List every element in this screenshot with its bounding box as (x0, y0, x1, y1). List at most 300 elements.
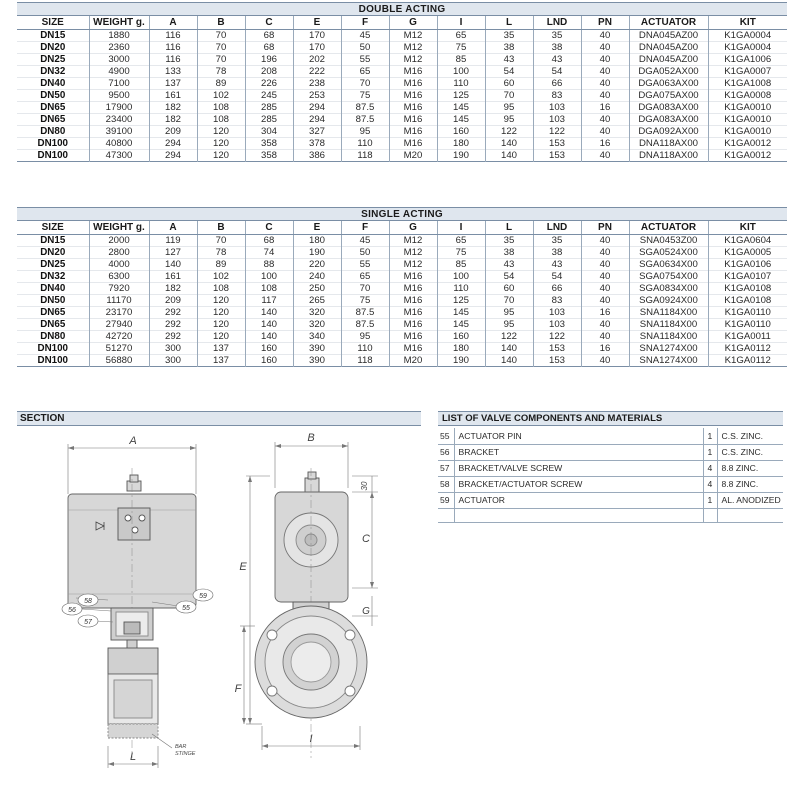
single-acting-cell: 2000 (89, 235, 149, 247)
double-acting-cell: 180 (437, 138, 485, 150)
single-acting-cell: 120 (197, 331, 245, 343)
component-cell (438, 508, 454, 522)
double-acting-column-header: KIT (708, 16, 787, 30)
single-acting-column-header: F (341, 221, 389, 235)
single-acting-cell: 75 (341, 295, 389, 307)
double-acting-cell: 68 (245, 30, 293, 42)
single-acting-row (17, 271, 787, 283)
single-acting-cell: 137 (197, 355, 245, 367)
single-acting-cell: 160 (245, 343, 293, 355)
single-acting-cell: 140 (245, 331, 293, 343)
single-acting-cell: 160 (245, 355, 293, 367)
double-acting-cell: 116 (149, 30, 197, 42)
single-acting-cell: 390 (293, 355, 341, 367)
single-acting-cell: 182 (149, 283, 197, 295)
single-acting-cell: K1GA0108 (708, 295, 787, 307)
single-acting-cell: 38 (533, 247, 581, 259)
double-acting-cell: 7100 (89, 78, 149, 90)
single-acting-cell: K1GA0112 (708, 343, 787, 355)
single-acting-cell: SNA1184X00 (629, 307, 708, 319)
component-cell: 4 (703, 476, 717, 492)
single-acting-cell: 250 (293, 283, 341, 295)
double-acting-cell: 145 (437, 102, 485, 114)
single-acting-cell: 89 (197, 259, 245, 271)
single-acting-cell: M16 (389, 283, 437, 295)
double-acting-cell: 40 (581, 126, 629, 138)
double-acting-cell: 89 (197, 78, 245, 90)
single-acting-cell: 125 (437, 295, 485, 307)
single-acting-cell: DN32 (40, 271, 66, 282)
double-acting-cell: 202 (293, 54, 341, 66)
single-acting-cell: 54 (533, 271, 581, 283)
single-acting-cell: M16 (389, 295, 437, 307)
single-acting-cell: 140 (245, 307, 293, 319)
single-acting-cell: SGA0834X00 (629, 283, 708, 295)
double-acting-body (17, 30, 787, 162)
single-acting-cell: 74 (245, 247, 293, 259)
double-acting-cell: 39100 (89, 126, 149, 138)
double-acting-row (17, 66, 787, 78)
single-acting-cell: 70 (197, 235, 245, 247)
single-acting-cell: 117 (245, 295, 293, 307)
double-acting-cell: DN65 (40, 102, 66, 113)
double-acting-cell: 108 (197, 114, 245, 126)
double-acting-cell: M16 (389, 126, 437, 138)
double-acting-cell: 66 (533, 78, 581, 90)
double-acting-cell: M16 (389, 90, 437, 102)
single-acting-column-header: LND (533, 221, 581, 235)
double-acting-cell: 253 (293, 90, 341, 102)
single-acting-cell: K1GA0005 (708, 247, 787, 259)
callout-55: 55 (182, 605, 190, 612)
double-acting-cell: K1GA0008 (708, 90, 787, 102)
double-acting-cell: 35 (533, 30, 581, 42)
double-acting-table (17, 2, 787, 162)
single-acting-cell: 390 (293, 343, 341, 355)
double-acting-cell: 16 (581, 102, 629, 114)
double-acting-cell: 238 (293, 78, 341, 90)
double-acting-cell: M12 (389, 42, 437, 54)
double-acting-cell: M16 (389, 78, 437, 90)
callout-59: 59 (199, 593, 207, 600)
double-acting-cell: 87.5 (341, 102, 389, 114)
single-acting-row (17, 283, 787, 295)
double-acting-cell: M16 (389, 66, 437, 78)
component-cell: 1 (703, 428, 717, 444)
single-acting-column-header: B (197, 221, 245, 235)
double-acting-cell: 245 (245, 90, 293, 102)
dim-e-label: E (239, 561, 247, 573)
double-acting-cell: 50 (341, 42, 389, 54)
single-acting-cell: SGA0924X00 (629, 295, 708, 307)
single-acting-cell: 145 (437, 307, 485, 319)
component-cell: 8.8 ZINC. (717, 460, 783, 476)
single-acting-cell: 118 (341, 355, 389, 367)
dim-f-label: F (234, 683, 242, 695)
double-acting-cell: DNA045AZ00 (629, 42, 708, 54)
double-acting-cell: DNA118AX00 (629, 150, 708, 162)
front-view (62, 435, 213, 768)
single-acting-row (17, 355, 787, 367)
component-cell: 58 (438, 476, 454, 492)
dim-a-label: A (129, 435, 137, 447)
double-acting-cell: 95 (341, 126, 389, 138)
double-acting-cell: 386 (293, 150, 341, 162)
single-acting-row (17, 319, 787, 331)
double-acting-cell: DGA092AX00 (629, 126, 708, 138)
double-acting-row (17, 54, 787, 66)
double-acting-cell: K1GA0012 (708, 138, 787, 150)
callout-56: 56 (68, 607, 76, 614)
double-acting-cell: 170 (293, 42, 341, 54)
double-acting-cell: 182 (149, 114, 197, 126)
single-acting-cell: SNA1274X00 (629, 355, 708, 367)
double-acting-cell: 118 (341, 150, 389, 162)
single-acting-cell: 180 (437, 343, 485, 355)
component-cell: 57 (438, 460, 454, 476)
double-acting-cell: 43 (533, 54, 581, 66)
single-acting-cell: 190 (293, 247, 341, 259)
single-acting-cell: 40 (581, 271, 629, 283)
double-acting-cell: 285 (245, 114, 293, 126)
double-acting-cell: 1880 (89, 30, 149, 42)
double-acting-cell: 358 (245, 138, 293, 150)
double-acting-cell: 95 (485, 102, 533, 114)
double-acting-cell: 153 (533, 138, 581, 150)
dim-i-label: I (309, 733, 313, 745)
single-acting-cell: 78 (197, 247, 245, 259)
double-acting-cell: 209 (149, 126, 197, 138)
double-acting-cell: 40 (581, 90, 629, 102)
component-cell: 56 (438, 444, 454, 460)
double-acting-column-header: WEIGHT g. (89, 16, 149, 30)
single-acting-cell: DN50 (40, 295, 66, 306)
double-acting-cell: 103 (533, 114, 581, 126)
single-acting-cell: 102 (197, 271, 245, 283)
single-acting-cell: 4000 (89, 259, 149, 271)
single-acting-cell: 265 (293, 295, 341, 307)
double-acting-column-header: I (437, 16, 485, 30)
double-acting-cell: 40 (581, 30, 629, 42)
single-acting-column-header: G (389, 221, 437, 235)
single-acting-cell: DN20 (40, 247, 66, 258)
double-acting-cell: 190 (437, 150, 485, 162)
double-acting-cell: DN32 (40, 66, 66, 77)
double-acting-cell: 16 (581, 138, 629, 150)
single-acting-cell: DN15 (40, 235, 66, 246)
single-acting-cell: M16 (389, 271, 437, 283)
dim-l-label: L (129, 751, 137, 763)
single-acting-cell: 40 (581, 259, 629, 271)
single-acting-cell: DN100 (37, 343, 68, 354)
component-row (438, 460, 783, 476)
section-drawing (0, 428, 440, 800)
single-acting-cell: 100 (245, 271, 293, 283)
double-acting-cell: 120 (197, 150, 245, 162)
double-acting-cell: 70 (197, 42, 245, 54)
double-acting-row (17, 150, 787, 162)
single-acting-cell: M20 (389, 355, 437, 367)
single-acting-cell: 300 (149, 355, 197, 367)
single-acting-column-header: C (245, 221, 293, 235)
component-cell (717, 508, 783, 522)
single-acting-cell: 103 (533, 319, 581, 331)
single-acting-cell: 110 (437, 283, 485, 295)
single-acting-cell: 120 (197, 319, 245, 331)
double-acting-cell: 196 (245, 54, 293, 66)
double-acting-cell: DN40 (40, 78, 66, 89)
single-acting-cell: 38 (485, 247, 533, 259)
single-acting-cell: 180 (293, 235, 341, 247)
single-acting-cell: SNA1184X00 (629, 319, 708, 331)
double-acting-cell: 182 (149, 102, 197, 114)
single-acting-cell: 40 (581, 235, 629, 247)
single-acting-cell: K1GA0110 (708, 307, 787, 319)
double-acting-column-header: F (341, 16, 389, 30)
single-acting-cell: 35 (485, 235, 533, 247)
single-acting-cell: 140 (485, 343, 533, 355)
double-acting-cell: 137 (149, 78, 197, 90)
double-acting-cell: M16 (389, 114, 437, 126)
single-acting-cell: 35 (533, 235, 581, 247)
single-acting-cell: K1GA0106 (708, 259, 787, 271)
double-acting-cell: 108 (197, 102, 245, 114)
double-acting-cell: 70 (341, 78, 389, 90)
components-body (438, 428, 783, 522)
double-acting-cell: 116 (149, 42, 197, 54)
double-acting-cell: 70 (197, 30, 245, 42)
double-acting-row (17, 78, 787, 90)
double-acting-cell: 160 (437, 126, 485, 138)
component-row (438, 444, 783, 460)
single-acting-cell: 40 (581, 331, 629, 343)
double-acting-cell: DGA052AX00 (629, 66, 708, 78)
single-acting-table (17, 207, 787, 367)
double-acting-cell: DGA075AX00 (629, 90, 708, 102)
double-acting-cell: 43 (485, 54, 533, 66)
single-acting-row (17, 259, 787, 271)
double-acting-cell: 45 (341, 30, 389, 42)
single-acting-cell: 320 (293, 307, 341, 319)
component-cell: 4 (703, 460, 717, 476)
single-acting-column-header: KIT (708, 221, 787, 235)
double-acting-cell: DN15 (40, 30, 66, 41)
single-acting-cell: 292 (149, 307, 197, 319)
double-acting-cell: 226 (245, 78, 293, 90)
double-acting-cell: DNA045AZ00 (629, 30, 708, 42)
single-acting-cell: 95 (485, 319, 533, 331)
single-acting-column-header: E (293, 221, 341, 235)
double-acting-column-header: B (197, 16, 245, 30)
component-cell: 8.8 ZINC. (717, 476, 783, 492)
double-acting-cell: DN50 (40, 90, 66, 101)
double-acting-cell: 78 (197, 66, 245, 78)
single-acting-row (17, 331, 787, 343)
double-acting-cell: M16 (389, 102, 437, 114)
dim-c-label: C (362, 533, 370, 545)
single-acting-cell: 140 (245, 319, 293, 331)
single-acting-cell: K1GA0107 (708, 271, 787, 283)
double-acting-cell: 161 (149, 90, 197, 102)
double-acting-cell: 122 (485, 126, 533, 138)
double-acting-cell: K1GA1006 (708, 54, 787, 66)
single-acting-cell: 40 (581, 319, 629, 331)
double-acting-cell: 208 (245, 66, 293, 78)
single-acting-column-header: ACTUATOR (629, 221, 708, 235)
double-acting-cell: 145 (437, 114, 485, 126)
double-acting-cell: K1GA0007 (708, 66, 787, 78)
single-acting-cell: 209 (149, 295, 197, 307)
single-acting-cell: DN100 (37, 355, 68, 366)
component-cell: BRACKET/VALVE SCREW (454, 460, 703, 476)
single-acting-cell: 51270 (89, 343, 149, 355)
single-acting-row (17, 343, 787, 355)
single-acting-cell: 42720 (89, 331, 149, 343)
single-acting-cell: 108 (245, 283, 293, 295)
double-acting-cell: 9500 (89, 90, 149, 102)
single-acting-cell: SGA0634X00 (629, 259, 708, 271)
double-acting-cell: 153 (533, 150, 581, 162)
single-acting-cell: 88 (245, 259, 293, 271)
double-acting-cell: 140 (485, 138, 533, 150)
double-acting-cell: 55 (341, 54, 389, 66)
component-cell (454, 508, 703, 522)
double-acting-cell: 40 (581, 78, 629, 90)
single-acting-cell: 83 (533, 295, 581, 307)
single-acting-cell: M16 (389, 307, 437, 319)
single-acting-cell: SNA1274X00 (629, 343, 708, 355)
double-acting-cell: 75 (437, 42, 485, 54)
double-acting-cell: K1GA1008 (708, 78, 787, 90)
single-acting-cell: 137 (197, 343, 245, 355)
single-acting-cell: 66 (533, 283, 581, 295)
double-acting-title: DOUBLE ACTING (17, 3, 787, 16)
component-cell: ACTUATOR (454, 492, 703, 508)
double-acting-cell: 60 (485, 78, 533, 90)
component-cell: ACTUATOR PIN (454, 428, 703, 444)
single-acting-cell: K1GA0108 (708, 283, 787, 295)
section-title: SECTION (17, 411, 421, 426)
component-row (438, 428, 783, 444)
double-acting-cell: DNA118AX00 (629, 138, 708, 150)
double-acting-cell: K1GA0012 (708, 150, 787, 162)
double-acting-cell: 38 (533, 42, 581, 54)
double-acting-cell: 75 (341, 90, 389, 102)
single-acting-cell: 140 (149, 259, 197, 271)
single-acting-row (17, 307, 787, 319)
single-acting-title: SINGLE ACTING (17, 208, 787, 221)
single-acting-cell: M16 (389, 319, 437, 331)
double-acting-cell: 358 (245, 150, 293, 162)
single-acting-cell: 2800 (89, 247, 149, 259)
single-acting-cell: K1GA0112 (708, 355, 787, 367)
stinge-label: STINGE (175, 751, 196, 757)
double-acting-cell: 83 (533, 90, 581, 102)
double-acting-cell: 70 (485, 90, 533, 102)
single-acting-cell: 11170 (89, 295, 149, 307)
component-row (438, 492, 783, 508)
single-acting-cell: 27940 (89, 319, 149, 331)
single-acting-column-header: L (485, 221, 533, 235)
double-acting-cell: DGA083AX00 (629, 114, 708, 126)
double-acting-row (17, 126, 787, 138)
double-acting-cell: 100 (437, 66, 485, 78)
single-acting-cell: 40 (581, 283, 629, 295)
double-acting-cell: K1GA0004 (708, 42, 787, 54)
double-acting-cell: 103 (533, 102, 581, 114)
double-acting-cell: 54 (533, 66, 581, 78)
single-acting-cell: 100 (437, 271, 485, 283)
single-acting-cell: 40 (581, 295, 629, 307)
double-acting-column-header: LND (533, 16, 581, 30)
double-acting-column-header: E (293, 16, 341, 30)
single-acting-cell: 65 (437, 235, 485, 247)
double-acting-cell: 54 (485, 66, 533, 78)
single-acting-cell: 56880 (89, 355, 149, 367)
single-acting-cell: 70 (485, 295, 533, 307)
single-acting-cell: 23170 (89, 307, 149, 319)
single-acting-cell: 161 (149, 271, 197, 283)
single-acting-cell: 220 (293, 259, 341, 271)
double-acting-cell: 304 (245, 126, 293, 138)
double-acting-cell: DGA063AX00 (629, 78, 708, 90)
double-acting-cell: 40800 (89, 138, 149, 150)
single-acting-cell: 110 (341, 343, 389, 355)
double-acting-cell: 294 (293, 102, 341, 114)
single-acting-cell: 70 (341, 283, 389, 295)
double-acting-cell: DN80 (40, 126, 66, 137)
double-acting-cell: 133 (149, 66, 197, 78)
single-acting-cell: M12 (389, 259, 437, 271)
double-acting-cell: 2360 (89, 42, 149, 54)
double-acting-cell: 95 (485, 114, 533, 126)
double-acting-cell: 17900 (89, 102, 149, 114)
double-acting-column-header: C (245, 16, 293, 30)
single-acting-cell: 60 (485, 283, 533, 295)
single-acting-cell: 292 (149, 331, 197, 343)
double-acting-cell: 35 (485, 30, 533, 42)
double-acting-cell: 120 (197, 138, 245, 150)
double-acting-column-header: ACTUATOR (629, 16, 708, 30)
double-acting-cell: 23400 (89, 114, 149, 126)
single-acting-cell: 190 (437, 355, 485, 367)
single-acting-cell: K1GA0011 (708, 331, 787, 343)
double-acting-cell: DN65 (40, 114, 66, 125)
double-acting-cell: 40 (581, 114, 629, 126)
single-acting-cell: SGA0754X00 (629, 271, 708, 283)
double-acting-cell: 140 (485, 150, 533, 162)
single-acting-cell: 300 (149, 343, 197, 355)
single-acting-cell: 320 (293, 319, 341, 331)
callout-57: 57 (84, 619, 92, 626)
single-acting-cell: 85 (437, 259, 485, 271)
double-acting-cell: M20 (389, 150, 437, 162)
single-acting-cell: DN65 (40, 319, 66, 330)
double-acting-cell: 327 (293, 126, 341, 138)
double-acting-cell: M12 (389, 30, 437, 42)
double-acting-cell: K1GA0010 (708, 102, 787, 114)
double-acting-row (17, 42, 787, 54)
single-acting-cell: 122 (485, 331, 533, 343)
single-acting-cell: DN65 (40, 307, 66, 318)
component-cell: 59 (438, 492, 454, 508)
double-acting-cell: DN25 (40, 54, 66, 65)
component-cell: 1 (703, 492, 717, 508)
single-acting-cell: 95 (485, 307, 533, 319)
single-acting-cell: 120 (197, 295, 245, 307)
single-acting-cell: 127 (149, 247, 197, 259)
single-acting-body (17, 235, 787, 367)
